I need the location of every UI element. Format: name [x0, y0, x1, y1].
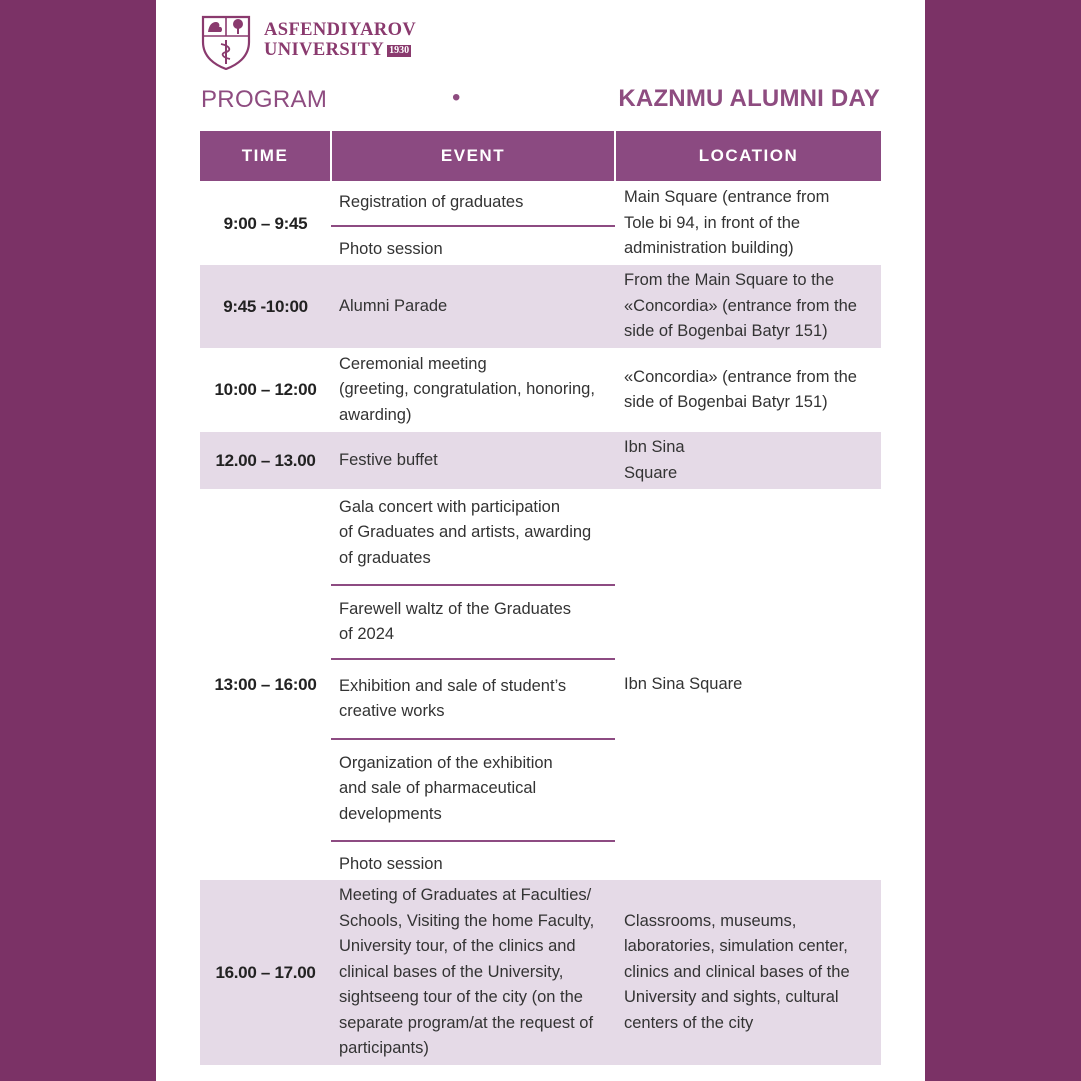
table-row-event: Registration of graduates [339, 193, 524, 212]
brand-line-2: UNIVERSITY [264, 40, 385, 60]
crest-icon [200, 14, 252, 70]
table-row-event: Alumni Parade [339, 296, 448, 315]
table-row-event: Gala concert with participation of Graduates and artists, awarding of graduates [339, 497, 592, 567]
right-border-panel [925, 0, 1081, 1081]
table-row-event: Meeting of Graduates at Faculties/ Schools, Visiting the home Faculty, University tour, of the clinics and clinical bases of the University, sightseeng tour of the city (on the separate program/at the request of participants) [339, 886, 595, 1058]
event-divider [331, 658, 615, 660]
table-row-location: Main Square (entrance from Tole bi 94, in front of the administration building) [624, 188, 830, 258]
table-row-event: Photo session [339, 855, 443, 874]
table-row-time: 9:45 -10:00 [223, 296, 308, 316]
column-header-time: TIME [200, 131, 330, 181]
event-divider [331, 840, 615, 842]
table-row-time: 16.00 – 17.00 [215, 962, 316, 982]
event-title: KAZNMU ALUMNI DAY [618, 85, 880, 112]
program-heading: PROGRAM [201, 86, 328, 113]
table-row-time: 10:00 – 12:00 [214, 380, 317, 400]
column-header-location: LOCATION [616, 131, 881, 181]
table-row-time: 13:00 – 16:00 [214, 674, 317, 694]
university-logo [200, 14, 440, 72]
brand-year: 1930 [389, 45, 410, 56]
table-row-location: Ibn Sina Square [624, 674, 743, 693]
table-row-location: From the Main Square to the «Concordia» (entrance from the side of Bogenbai Batyr 151) [624, 271, 857, 341]
event-divider [331, 225, 615, 227]
table-row-time: 12.00 – 13.00 [215, 450, 316, 470]
table-row-location: Ibn Sina Square [624, 438, 685, 482]
left-border-panel [0, 0, 156, 1081]
table-row-event: Farewell waltz of the Graduates of 2024 [339, 599, 572, 643]
table-row-event: Exhibition and sale of student’s creative works [339, 676, 567, 720]
heading-separator: • [452, 84, 461, 111]
table-row-event: Festive buffet [339, 450, 438, 469]
table-row-event: Organization of the exhibition and sale of pharmaceutical developments [339, 753, 553, 823]
table-row-location: «Concordia» (entrance from the side of Bogenbai Batyr 151) [624, 367, 857, 411]
table-row-event: Ceremonial meeting (greeting, congratulation, honoring, awarding) [339, 354, 595, 424]
event-divider [331, 584, 615, 586]
table-row-time: 9:00 – 9:45 [223, 213, 308, 233]
brand-line-1: ASFENDIYAROV [264, 20, 417, 40]
table-row-location: Classrooms, museums, laboratories, simulation center, clinics and clinical bases of the University and sights, cultural centers of the city [624, 911, 850, 1032]
event-divider [331, 738, 615, 740]
column-header-event: EVENT [332, 131, 614, 181]
table-row-event: Photo session [339, 240, 443, 259]
